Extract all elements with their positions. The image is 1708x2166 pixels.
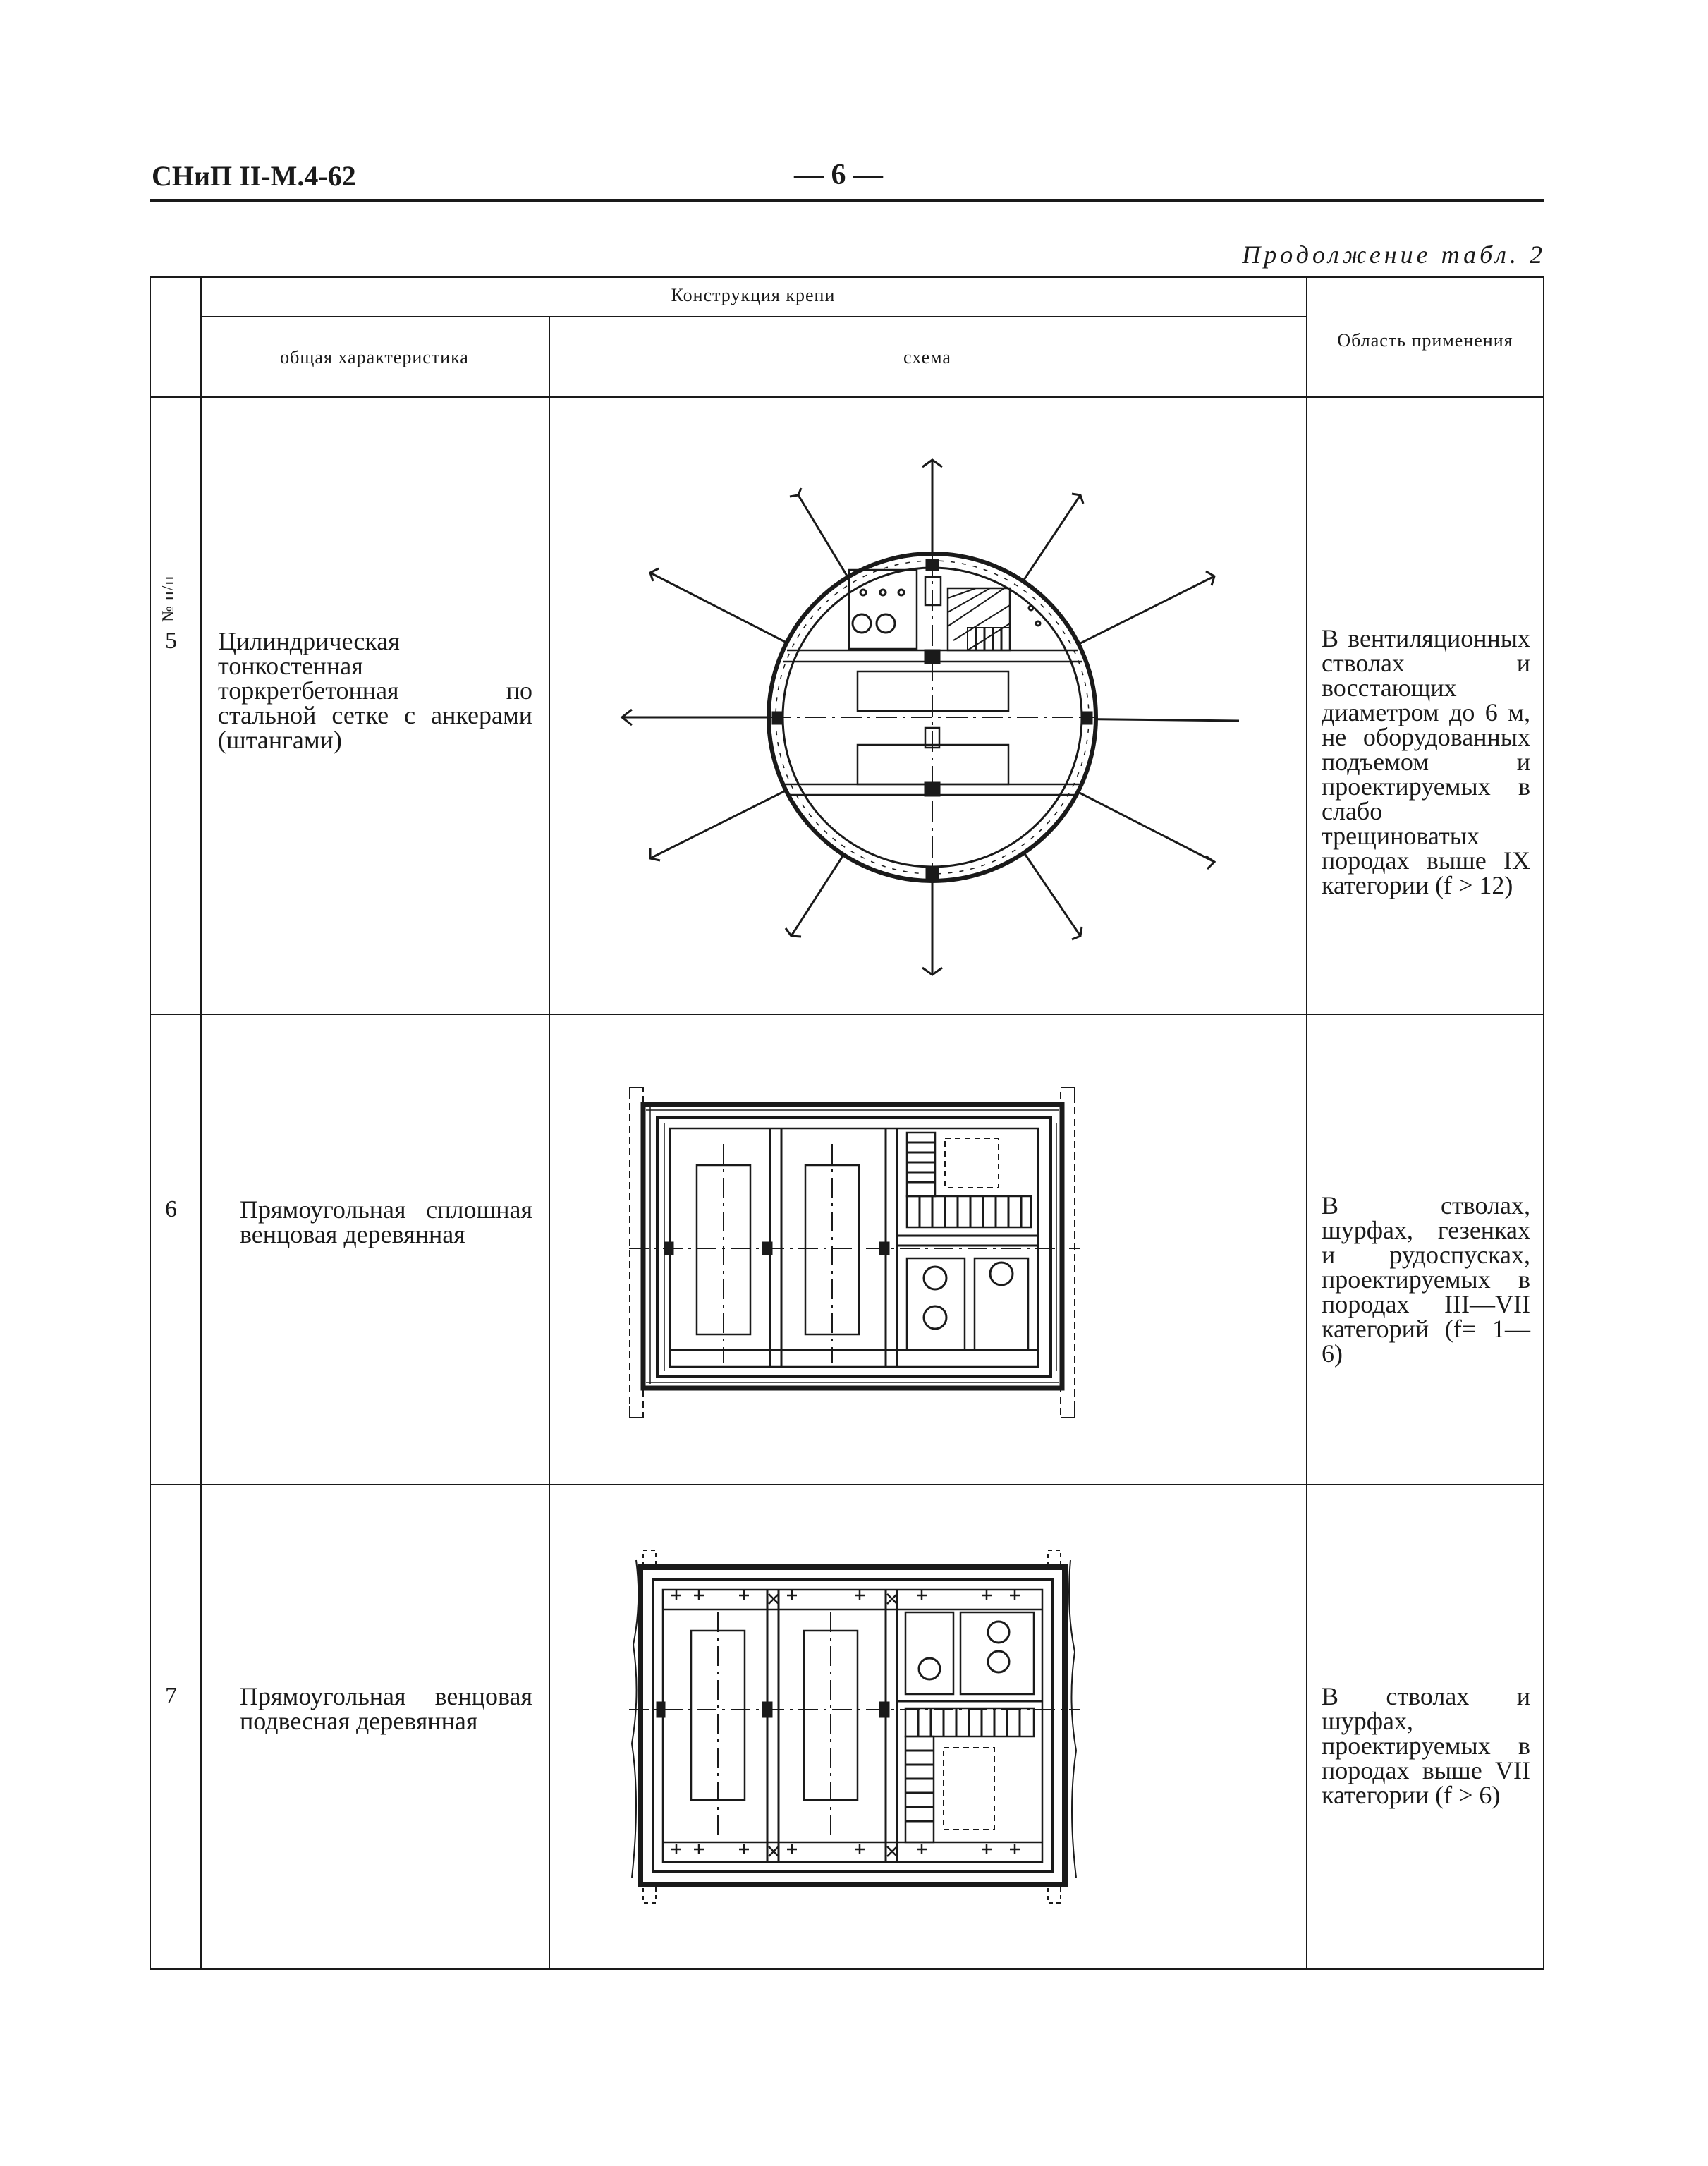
rect-solid-timber-scheme-icon: [629, 1073, 1236, 1440]
document-code: СНиП II-М.4-62: [152, 160, 356, 192]
rect-hanging-timber-scheme-icon: [629, 1539, 1236, 1920]
row-characteristic: Прямоугольная венцовая подвесная деревянная: [240, 1682, 532, 1735]
table-right-border: [1543, 276, 1544, 1969]
row-number: 5: [165, 628, 177, 654]
row-characteristic: Прямоугольная сплошная венцовая деревянная: [240, 1195, 532, 1248]
row-divider: [150, 1484, 1544, 1485]
row-number: 7: [165, 1683, 177, 1709]
table-continuation-label: Продолжение табл. 2: [1242, 241, 1546, 269]
table-top-rule: [150, 276, 1544, 278]
column-header-construction: Конструкция крепи: [671, 285, 836, 305]
row-application: В стволах, шурфах, гезенках и рудоспусках, проектируемых в породах III—VII категорий (f= 1—6): [1322, 1191, 1530, 1368]
header-rule: [150, 199, 1544, 202]
column-divider: [200, 276, 202, 1969]
column-divider: [549, 316, 550, 1969]
column-header-scheme: схема: [903, 347, 951, 367]
page-number: — 6 —: [794, 159, 883, 191]
column-header-application: Область применения: [1337, 330, 1513, 351]
table-bottom-rule: [150, 1968, 1544, 1970]
table-header-bottom: [150, 396, 1544, 398]
table-left-border: [150, 276, 151, 1969]
column-divider: [1306, 276, 1307, 1969]
row-divider: [150, 1014, 1544, 1015]
table-sub-rule: [200, 316, 1306, 317]
support-table: [150, 276, 1544, 1971]
row-application: В стволах и шурфах, проектируемых в породах выше VII категории (f > 6): [1322, 1682, 1530, 1809]
row-number: 6: [165, 1196, 177, 1222]
row-application: В вентиляционных стволах и восстающих диаметром до 6 м, не оборудованных подъемом и проектируемых в слабо трещиноватых породах выше IX категории (f > 12): [1322, 624, 1530, 899]
round-shaft-anchor-scheme-icon: [601, 439, 1264, 989]
column-header-number: № п/п: [159, 575, 178, 622]
column-header-characteristic: общая характеристика: [280, 347, 469, 367]
row-characteristic: Цилиндрическая тонкостенная торкретбетонная по стальной сетке с анкерами (штангами): [218, 627, 532, 754]
